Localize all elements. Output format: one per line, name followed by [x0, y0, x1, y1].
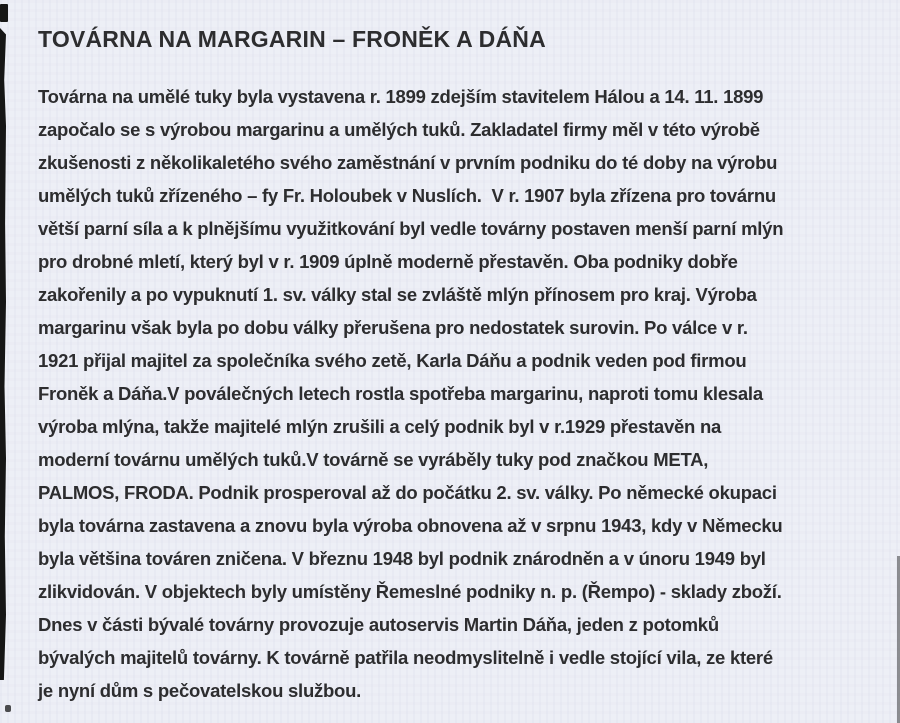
text-line: zkušenosti z několikaletého svého zaměstnání v prvním podniku do té doby na výrobu	[38, 152, 778, 173]
text-line: Froněk a Dáňa.V poválečných letech rostla spotřeba margarinu, naproti tomu klesala	[38, 383, 763, 404]
text-line: pro drobné mletí, který byl v r. 1909 úplně moderně přestavěn. Oba podniky dobře	[38, 251, 738, 272]
text-line: větší parní síla a k plnějšímu využitkování byl vedle továrny postaven menší parní mlýn	[38, 218, 784, 239]
scan-artifact-left-strip	[0, 28, 6, 680]
text-line: PALMOS, FRODA. Podnik prosperoval až do počátku 2. sv. války. Po německé okupaci	[38, 482, 777, 503]
scan-artifact-speck	[5, 705, 11, 712]
text-line: zlikvidován. V objektech byly umístěny Řemeslné podniky n. p. (Řempo) - sklady zboží.	[38, 581, 782, 602]
document-title: TOVÁRNA NA MARGARIN – FRONĚK A DÁŇA	[38, 26, 546, 52]
scan-artifact-corner-blob	[0, 4, 8, 22]
text-line: moderní továrnu umělých tuků.V továrně se vyráběly tuky pod značkou META,	[38, 449, 709, 470]
text-line: zakořenily a po vypuknutí 1. sv. války stal se zvláště mlýn přínosem pro kraj. Výroba	[38, 284, 757, 305]
text-line: Dnes v části bývalé továrny provozuje autoservis Martin Dáňa, jeden z potomků	[38, 614, 719, 635]
document-body	[38, 80, 886, 707]
text-line: umělých tuků zřízeného – fy Fr. Holoubek v Nuslích. V r. 1907 byla zřízena pro továrnu	[38, 185, 776, 206]
text-line: 1921 přijal majitel za společníka svého zetě, Karla Dáňu a podnik veden pod firmou	[38, 350, 747, 371]
text-line: margarinu však byla po dobu války přerušena pro nedostatek surovin. Po válce v r.	[38, 317, 748, 338]
text-line: byla továrna zastavena a znovu byla výroba obnovena až v srpnu 1943, kdy v Německu	[38, 515, 783, 536]
text-line: byla většina továren zničena. V březnu 1948 byl podnik znárodněn a v únoru 1949 byl	[38, 548, 766, 569]
text-line: je nyní dům s pečovatelskou službou.	[38, 680, 362, 701]
text-line: započalo se s výrobou margarinu a umělých tuků. Zakladatel firmy měl v této výrobě	[38, 119, 760, 140]
text-line: Továrna na umělé tuky byla vystavena r. 1899 zdejším stavitelem Hálou a 14. 11. 1899	[38, 86, 764, 107]
text-line: bývalých majitelů továrny. K továrně patřila neodmyslitelně i vedle stojící vila, ze které	[38, 647, 773, 668]
text-line: výroba mlýna, takže majitelé mlýn zrušili a celý podnik byl v r.1929 přestavěn na	[38, 416, 722, 437]
